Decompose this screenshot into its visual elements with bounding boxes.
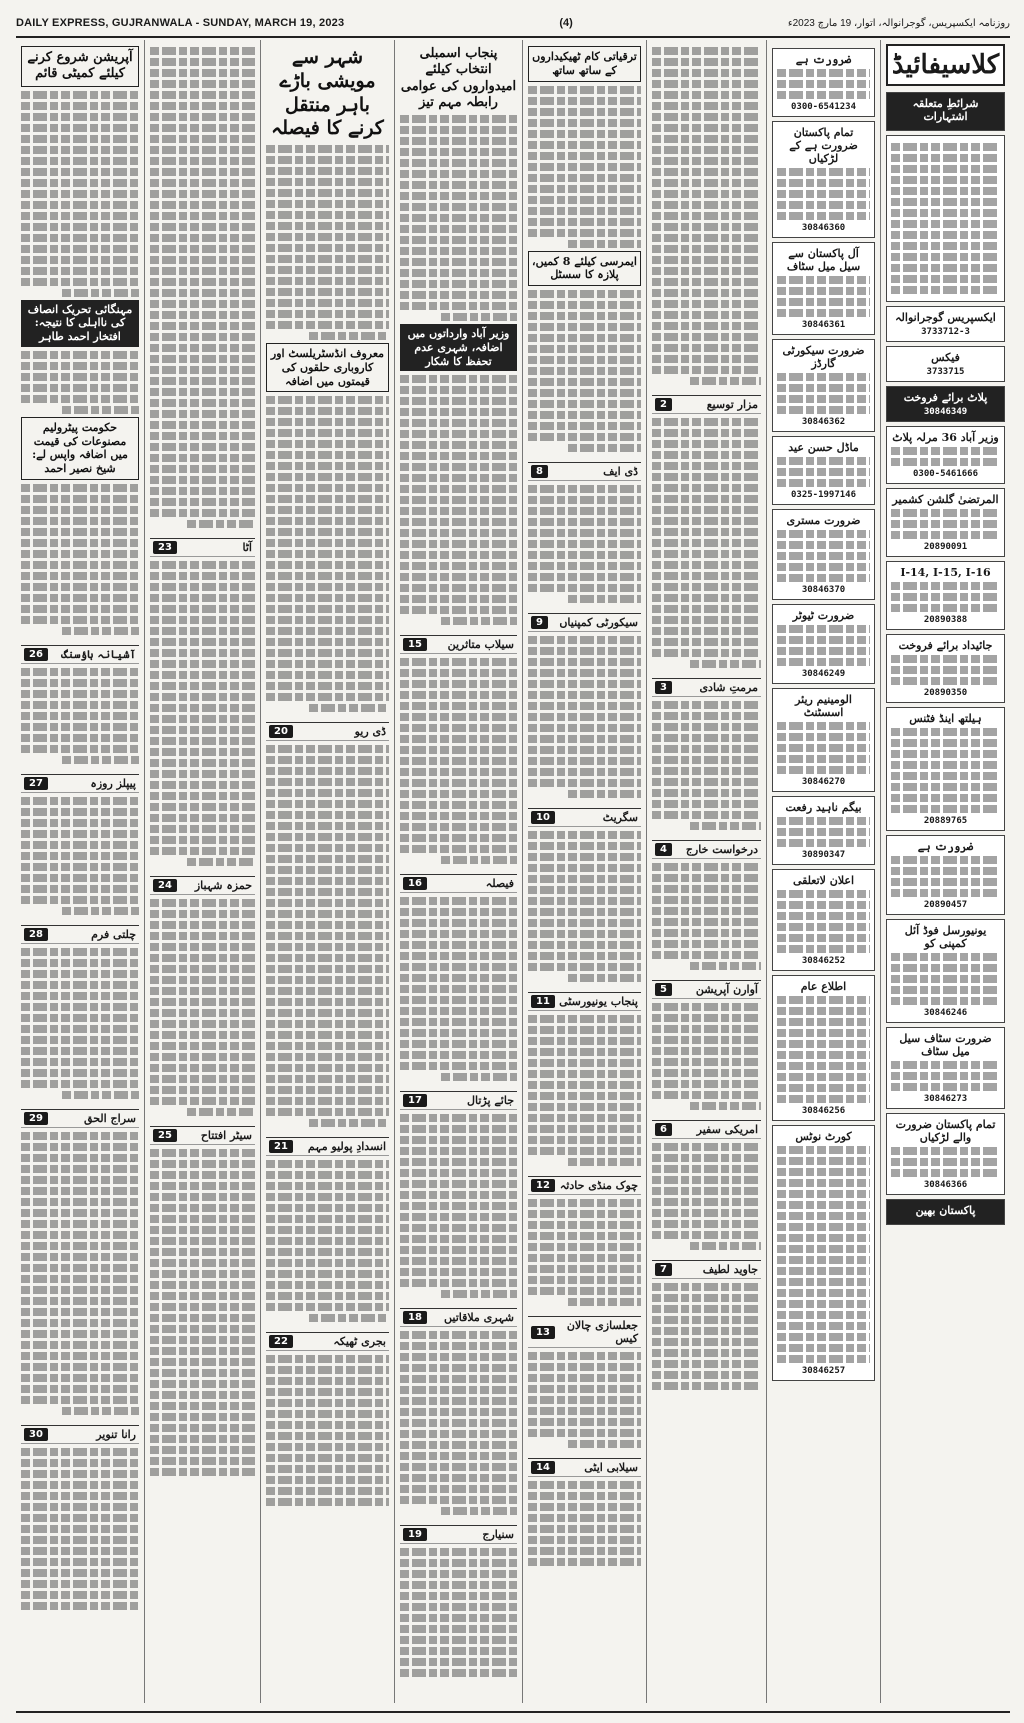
item-header: 18 شہری ملاقاتیں <box>400 1308 517 1327</box>
footer-rule <box>16 1711 1010 1713</box>
item-header: 23 آٹا <box>150 538 255 557</box>
classified-terms: شرائطِ متعلقہ اشتہارات <box>886 92 1005 131</box>
headline: پنجاب اسمبلی انتخاب کیلئے امیدواروں کی عوامی رابطہ مہم تیز <box>400 46 517 110</box>
column-5 <box>522 40 646 1703</box>
item-header: 14 سیلابی ایٹی <box>528 1458 641 1477</box>
page-number: (4) <box>559 17 573 29</box>
classified-ad: ضرورت ٹیوٹر 30846249 <box>772 604 875 684</box>
column-1 <box>16 40 144 1703</box>
classified-ad: آل پاکستان سے سیل میل سٹاف 30846361 <box>772 242 875 335</box>
masthead <box>16 10 1010 38</box>
item-header: 20 ڈی ریو <box>266 722 389 741</box>
classified-ad: فیکس 3733715 <box>886 346 1005 382</box>
classified-ad: ہیلتھ اینڈ فٹنس 20889765 <box>886 707 1005 831</box>
item-header: 22 بجری ٹھیکہ <box>266 1332 389 1351</box>
item-header: 28 چلتی فرم <box>21 925 139 944</box>
item-header: 24 حمزہ شہباز <box>150 876 255 895</box>
column-2 <box>144 40 260 1703</box>
item-header: 6 امریکی سفیر <box>652 1120 761 1139</box>
column-4 <box>394 40 522 1703</box>
classified-ad: پلاٹ برائے فروخت 30846349 <box>886 386 1005 422</box>
item-header: 17 جائے پڑتال <box>400 1091 517 1110</box>
classified-ad: الومینیم ریئر اسسٹنٹ 30846270 <box>772 688 875 792</box>
item-header: 13 جعلسازی چالان کیس <box>528 1316 641 1348</box>
terms-list <box>886 135 1005 302</box>
item-header: 2 مزار توسیع <box>652 395 761 414</box>
classified-brand: کلاسیفائیڈ <box>886 44 1005 86</box>
classified-ad: اعلان لاتعلقی 30846252 <box>772 869 875 971</box>
item-header: 25 سیٹر افتتاح <box>150 1126 255 1145</box>
classified-ad: ضرورت سٹاف سیل میل سٹاف 30846273 <box>886 1027 1005 1109</box>
classified-ad: ضرورت مستری 30846370 <box>772 509 875 600</box>
item-header: 27 پیپلز روزہ <box>21 774 139 793</box>
item-header: 16 فیصلہ <box>400 874 517 893</box>
item-header: 7 جاوید لطیف <box>652 1260 761 1279</box>
classified-ad: تمام پاکستان ضرورت ہے کے لڑکیاں 30846360 <box>772 121 875 238</box>
item-header: 10 سگریٹ <box>528 808 641 827</box>
classified-ad: جائیداد برائے فروخت 20890350 <box>886 634 1005 703</box>
classified-ad: المرتضیٰ گلشن کشمیر 20890091 <box>886 488 1005 557</box>
classified-ad: پاکستان بھین <box>886 1199 1005 1225</box>
item-header: 30 رانا تنویر <box>21 1425 139 1444</box>
classified-ad: تمام پاکستان ضرورت والے لڑکیاں 30846366 <box>886 1113 1005 1195</box>
classified-ad: اطلاع عام 30846256 <box>772 975 875 1121</box>
headline: ترقیاتی کام ٹھیکیداروں کے ساتھ ساتھ <box>528 46 641 82</box>
item-header: 5 آوارن آپریشن <box>652 980 761 999</box>
classified-ad: ماڈل حسن عید 0325-1997146 <box>772 436 875 505</box>
classified-ad: ضرورت سیکورٹی گارڈز 30846362 <box>772 339 875 432</box>
item-header: 3 مرمتِ شادی <box>652 678 761 697</box>
classified-ad: کورٹ نوٹس 30846257 <box>772 1125 875 1381</box>
column-6 <box>646 40 766 1703</box>
classified-ad: ایکسپریس گوجرانوالہ 3733712-3 <box>886 306 1005 342</box>
classified-ad: ضرورت ہے 20890457 <box>886 835 1005 915</box>
sub-headline: مہنگائی تحریک انصاف کی نااہلی کا نتیجہ: افتخار احمد طاہر <box>21 300 139 347</box>
headline: آپریشن شروع کرنے کیلئے کمیٹی قائم <box>21 46 139 87</box>
column-3 <box>260 40 394 1703</box>
item-header: 29 سراج الحق <box>21 1109 139 1128</box>
masthead-english: DAILY EXPRESS, GUJRANWALA - SUNDAY, MARCH 19, 2023 <box>16 17 345 29</box>
item-header: 21 انسدادِ پولیو مہم <box>266 1137 389 1156</box>
sub-headline-2: حکومت پیٹرولیم مصنوعات کی قیمت میں اضافہ واپس لے: شیخ نصیر احمد <box>21 417 139 480</box>
item-header: 12 چوک منڈی حادثہ <box>528 1176 641 1195</box>
sub-headline: وزیر آباد وارداتوں میں اضافہ، شہری عدم تحفظ کا شکار <box>400 324 517 371</box>
item-header: 15 سیلاب متاثرین <box>400 635 517 654</box>
headline: شہر سے مویشی باڑے باہر منتقل کرنے کا فیصلہ <box>271 46 384 140</box>
masthead-urdu: روزنامہ ایکسپریس، گوجرانوالہ، اتوار، 19 مارچ 2023ء <box>787 17 1010 29</box>
classified-ad: بیگم ناہید رفعت 30890347 <box>772 796 875 865</box>
classified-ad: ضرورت ہے 0300-6541234 <box>772 48 875 117</box>
column-7-classifieds <box>766 40 880 1703</box>
item-header: 26 آشیانہ ہاؤسنگ <box>21 645 139 664</box>
sub-headline: معروف انڈسٹریلسٹ اور کاروباری حلقوں کی قیمتوں میں اضافہ <box>266 343 389 392</box>
item-header: 19 سنیارج <box>400 1525 517 1544</box>
classified-ad: یونیورسل فوڈ آئل کمپنی کو 30846246 <box>886 919 1005 1023</box>
column-8-classifieds <box>880 40 1010 1703</box>
item-header: 4 درخواست خارج <box>652 840 761 859</box>
item-header: 8 ڈی ایف <box>528 462 641 481</box>
classified-ad: وزیر آباد 36 مرلہ پلاٹ 0300-5461666 <box>886 426 1005 484</box>
classified-ad: I-14, I-15, I-16 20890388 <box>886 561 1005 630</box>
item-header: 11 پنجاب یونیورسٹی <box>528 992 641 1011</box>
item-header: 9 سیکورٹی کمپنیاں <box>528 613 641 632</box>
sub-headline: ایمرسی کیلئے 8 کمیں، پلازہ کا سسٹل <box>528 251 641 287</box>
